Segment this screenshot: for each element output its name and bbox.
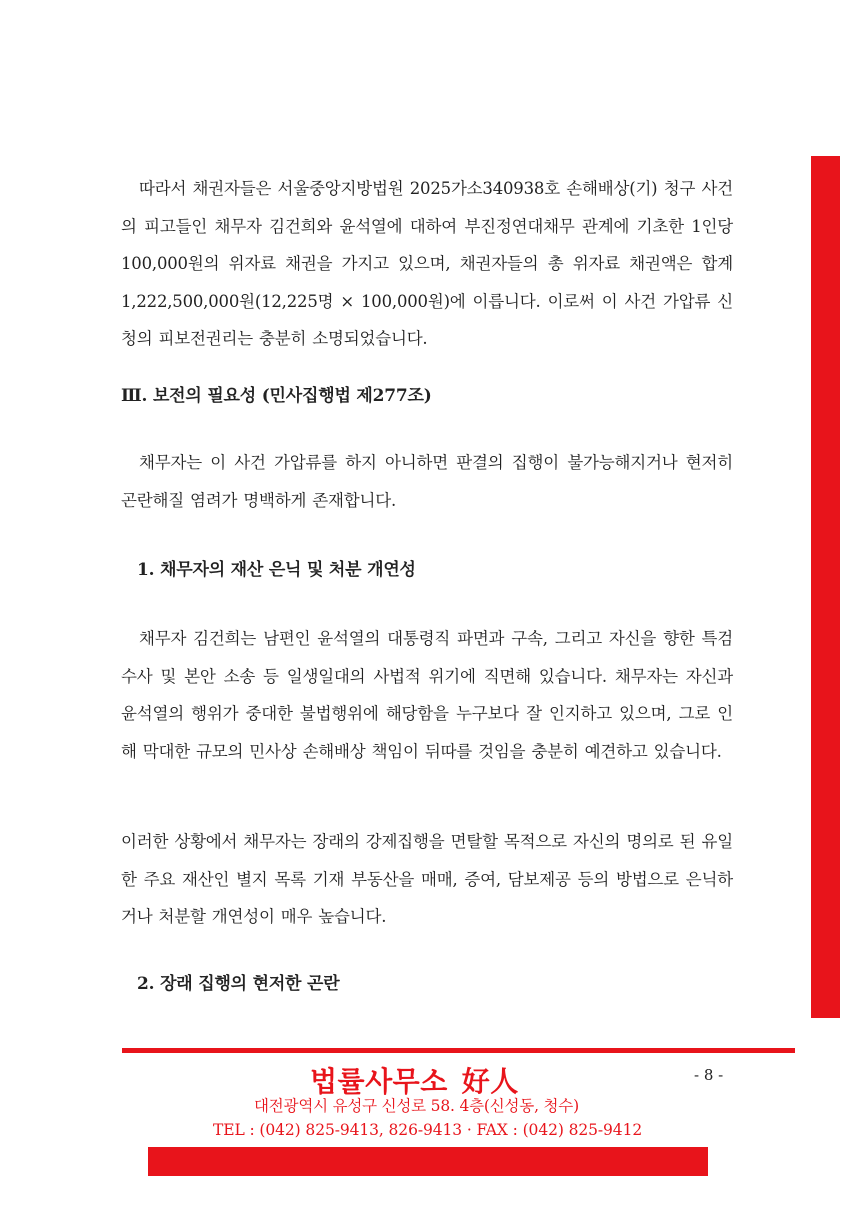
paragraph-debtor-situation: 채무자 김건희는 남편인 윤석열의 대통령직 파면과 구속, 그리고 자신을 향한 특검 수사 및 본안 소송 등 일생일대의 사법적 위기에 직면해 있습니다. 채무자는 자신과 윤석열의 행위가 중대한 불법행위에 해당함을 누구보다 잘 인지하고 있으며, 그로 인해 막대한 규모의 민사상 손해배상 책임이 뒤따를 것임을 충분히 예견하고 있습니다. [121,629,733,761]
page-number: - 8 - [694,1066,724,1084]
footer-divider [122,1048,795,1053]
firm-name: 법률사무소 [310,1065,448,1098]
footer-red-bar [148,1147,708,1176]
paragraph-disposal-likelihood: 이러한 상황에서 채무자는 장래의 강제집행을 면탈할 목적으로 자신의 명의로 된 유일한 주요 재산인 별지 목록 기재 부동산을 매매, 증여, 담보제공 등의 방법으로 은닉하거나 처분할 개연성이 매우 높습니다. [121,832,733,927]
firm-name-hanja: 好人 [461,1065,519,1098]
section-heading-necessity: Ⅲ. 보전의 필요성 (민사집행법 제277조) [121,386,432,406]
paragraph-necessity-intro: 채무자는 이 사건 가압류를 하지 아니하면 판결의 집행이 불가능해지거나 현저히 곤란해질 염려가 명백하게 존재합니다. [121,453,733,510]
subheading-asset-concealment: 1. 채무자의 재산 은닉 및 처분 개연성 [137,560,416,580]
firm-contact: TEL : (042) 825-9413, 826-9413 · FAX : (042) 825-9412 [213,1121,643,1139]
firm-address: 대전광역시 유성구 신성로 58. 4층(신성동, 청수) [254,1097,579,1115]
subheading-execution-difficulty: 2. 장래 집행의 현저한 곤란 [137,974,340,994]
side-accent-bar [811,156,840,1018]
paragraph-claim-amount: 따라서 채권자들은 서울중앙지방법원 2025가소340938호 손해배상(기) 청구 사건의 피고들인 채무자 김건희와 윤석열에 대하여 부진정연대채무 관계에 기초한 1인당 100,000원의 위자료 채권을 가지고 있으며, 채권자들의 총 위자료 채권액은 합계 1,222,500,000원(12,225명 × 100,000원)에 이릅니다. 이로써 이 사건 가압류 신청의 피보전권리는 충분히 소명되었습니다. [121,179,733,349]
